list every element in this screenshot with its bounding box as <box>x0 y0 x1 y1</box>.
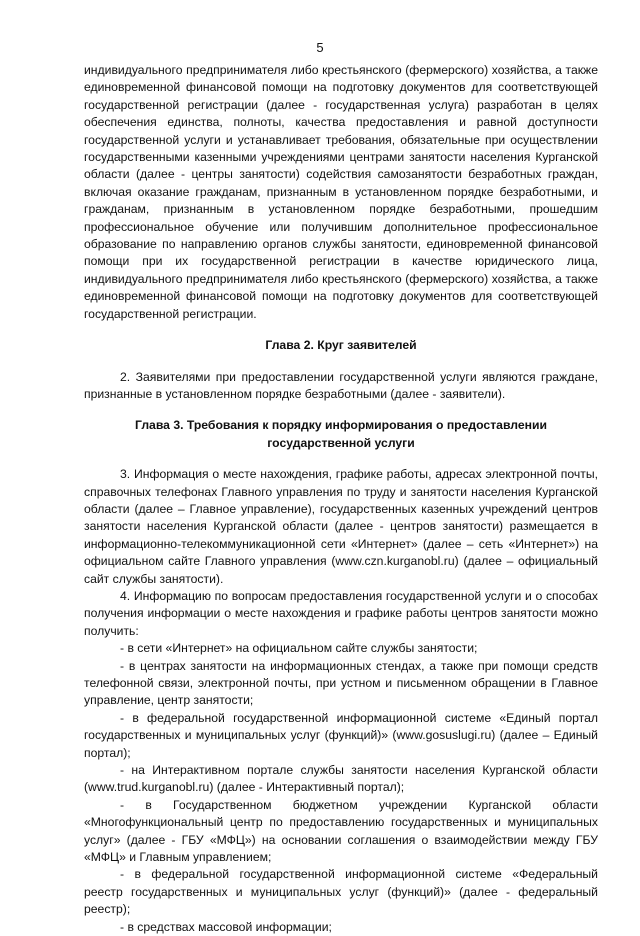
list-item: - в средствах массовой информации; <box>120 919 332 934</box>
list-item: - в Государственном бюджетном учреждении Курганской области «Многофункциональный центр по предоставлению государственных и муниципальных услуг» (далее - ГБУ «МФЦ») на основании соглашения о взаимодействии между ГБУ «МФЦ» и Главным управлением; <box>84 797 598 865</box>
list-item: - в центрах занятости на информационных стендах, а также при помощи средств телефонной связи, электронной почты, при устном и письменном обращении в Главное управление, центр занятости; <box>84 658 598 708</box>
paragraph-3: 3. Информация о месте нахождения, графике работы, адресах электронной почты, справочных телефонах Главного управления по труду и занятости населения Курганской области (далее – Главное управление), государственных казенных учреждений центров занятости населения Курганской области (далее - центров занятости) размещается в информационно-телекоммуникационной сети «Интернет» (далее – сеть «Интернет») на официальном сайте Главного управления (www.czn.kurganobl.ru) (далее – официальный сайт службы занятости). <box>84 467 598 586</box>
chapter-3-heading-line1: Глава 3. Требования к порядку информирования о предоставлении <box>135 418 547 433</box>
list-item: - в федеральной государственной информационной системе «Единый портал государственных и муниципальных услуг (функций)» (www.gosuslugi.ru) (далее – Единый портал); <box>84 710 598 760</box>
chapter-3-heading <box>84 417 598 452</box>
chapter-3-heading-line2: государственной услуги <box>267 435 415 450</box>
list-item: - на Интерактивном портале службы занятости населения Курганской области (www.trud.kurganobl.ru) (далее - Интерактивный портал); <box>84 763 598 795</box>
list-item: - в федеральной государственной информационной системе «Федеральный реестр государственных и муниципальных услуг (функций)» (далее - федеральный реестр); <box>84 867 598 917</box>
list-item: - в сети «Интернет» на официальном сайте службы занятости; <box>120 641 478 656</box>
document-body <box>84 62 598 936</box>
page-number: 5 <box>316 40 324 55</box>
paragraph-4: 4. Информацию по вопросам предоставления государственной услуги и о способах получения информации о месте нахождения и графике работы центров занятости можно получить: <box>84 588 598 638</box>
intro-paragraph: индивидуального предпринимателя либо крестьянского (фермерского) хозяйства, а также единовременной финансовой помощи на подготовку документов для соответствующей государственной регистрации (далее - государственная услуга) разработан в целях обеспечения единства, полноты, качества предоставления и равной доступности государственной услуги и устанавливает требования, обязательные при осуществлении государственными казенными учреждениями центрами занятости населения Курганской области (далее - центры занятости) содействия самозанятости безработных граждан, включая оказание гражданам, признанным в установленном порядке безработными, и гражданам, признанным в установленном порядке безработными, прошедшим профессиональное обучение или получившим дополнительное профессиональное образование по направлению органов службы занятости, единовременной финансовой помощи при их государственной регистрации в качестве юридического лица, индивидуального предпринимателя либо крестьянского (фермерского) хозяйства, а также единовременной финансовой помощи на подготовку документов для соответствующей государственной регистрации. <box>84 63 598 321</box>
chapter-2-heading: Глава 2. Круг заявителей <box>265 338 417 353</box>
paragraph-2: 2. Заявителями при предоставлении государственной услуги являются граждане, признанные в установленном порядке безработными (далее - заявители). <box>84 369 598 401</box>
